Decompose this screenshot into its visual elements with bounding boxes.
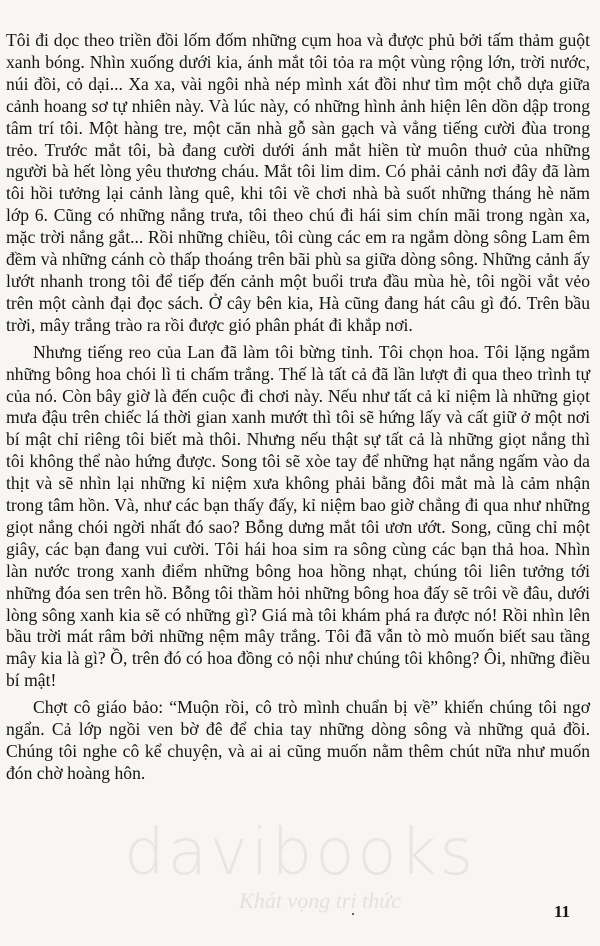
paragraph-1: Tôi đi dọc theo triền đồi lốm đốm những cụm hoa và được phủ bởi tấm thảm guột xanh bóng. Nhìn xuống dưới kia, ánh mắt tôi tỏa ra một vùng rộng lớn, trời nước, núi đồi, cỏ dại... Xa xa, vài ngôi nhà nép mình xát đồi như tìm một chỗ dựa giữa cảnh hoang sơ tự nhiên này. Và lúc này, có những hình ảnh hiện lên dồn dập trong tâm trí tôi. Một hàng tre, một căn nhà gỗ sàn gạch và vẳng tiếng cười đùa trong trẻo. Trước mắt tôi, bà đang cười dưới ánh mắt hiền từ muôn thuở của những người bà hết lòng yêu thương cháu. Mắt tôi lim dim. Có phải cảnh nơi đây đã làm tôi hồi tưởng lại cảnh làng quê, khi tôi về chơi nhà bà suốt những tháng hè năm lớp 6. Cũng có những nắng trưa, tôi theo chú đi hái sim chín mãi trong ngàn xa, mặc trời nắng gắt... Rồi những chiều, tôi cùng các em ra ngắm dòng sông Lam êm đềm và những cánh cò thấp thoáng trên bãi phù sa giữa dòng sông. Những cảnh ấy lướt nhanh trong tôi để tiếp đến cảnh một buổi trưa đầu mùa hè, tôi ngồi vắt vẻo trên một cành đại đọc sách. Ở cây bên kia, Hà cũng đang hát câu gì đó. Trên bầu trời, mây trắng trào ra rồi được gió phân phát đi khắp nơi. — [6, 30, 590, 335]
watermark-logo: davibooks — [124, 816, 476, 890]
print-speck — [352, 913, 354, 915]
watermark-slogan: Khát vọng tri thức — [239, 888, 401, 913]
body-text — [6, 30, 590, 785]
paragraph-2: Nhưng tiếng reo của Lan đã làm tôi bừng tỉnh. Tôi chọn hoa. Tôi lặng ngắm những bông hoa chói lì ti chấm trắng. Thế là tất cả đã lần lượt đi qua theo trình tự của nó. Còn bây giờ là đến cuộc đi chơi này. Nếu như tất cả kỉ niệm là những giọt mưa đậu trên chiếc lá thời gian xanh mướt thì tôi sẽ hứng lấy và cất giữ ở một nơi bí mật chỉ riêng tôi biết mà thôi. Nhưng nếu thật sự tất cả là những giọt nắng thì tôi không thể nào hứng được. Song tôi sẽ xòe tay để những hạt nắng ngấm vào da thịt và sẽ nhìn lại những kỉ niệm xưa không phải bằng đôi mắt mà là cảm nhận trong tâm hồn. Và, như các bạn thấy đấy, kỉ niệm bao giờ chẳng đi qua như những giọt nắng chói ngời nhất đó sao? Bỗng dưng mắt tôi ươn ướt. Song, cũng chỉ một giây, các bạn đang vui cười. Tôi hái hoa sim ra sông cùng các bạn thả hoa. Nhìn làn nước trong xanh điểm những bông hoa hồng nhạt, chúng tôi liên tưởng tới những đóa sen trên hồ. Bỗng tôi thầm hỏi những bông hoa đấy sẽ trôi về đâu, dưới lòng sông xanh kia sẽ có những gì? Giá mà tôi khám phá ra được nó! Rồi nhìn lên bầu trời mát râm bởi những nệm mây trắng. Tôi đã vẫn tò mò muốn biết sau tầng mây kia là gì? Ồ, trên đó có hoa đồng cỏ nội như chúng tôi không? Ôi, những điều bí mật! — [6, 341, 590, 691]
page-number: 11 — [553, 902, 570, 921]
paragraph-3: Chợt cô giáo bảo: “Muộn rồi, cô trò mình chuẩn bị về” khiến chúng tôi ngơ ngẩn. Cả lớp ngồi ven bờ đê để chia tay những dòng sông và những quả đồi. Chúng tôi nghe cô kể chuyện, và ai ai cũng muốn nằm thêm chút nữa như muốn đón chờ hoàng hôn. — [6, 697, 590, 783]
